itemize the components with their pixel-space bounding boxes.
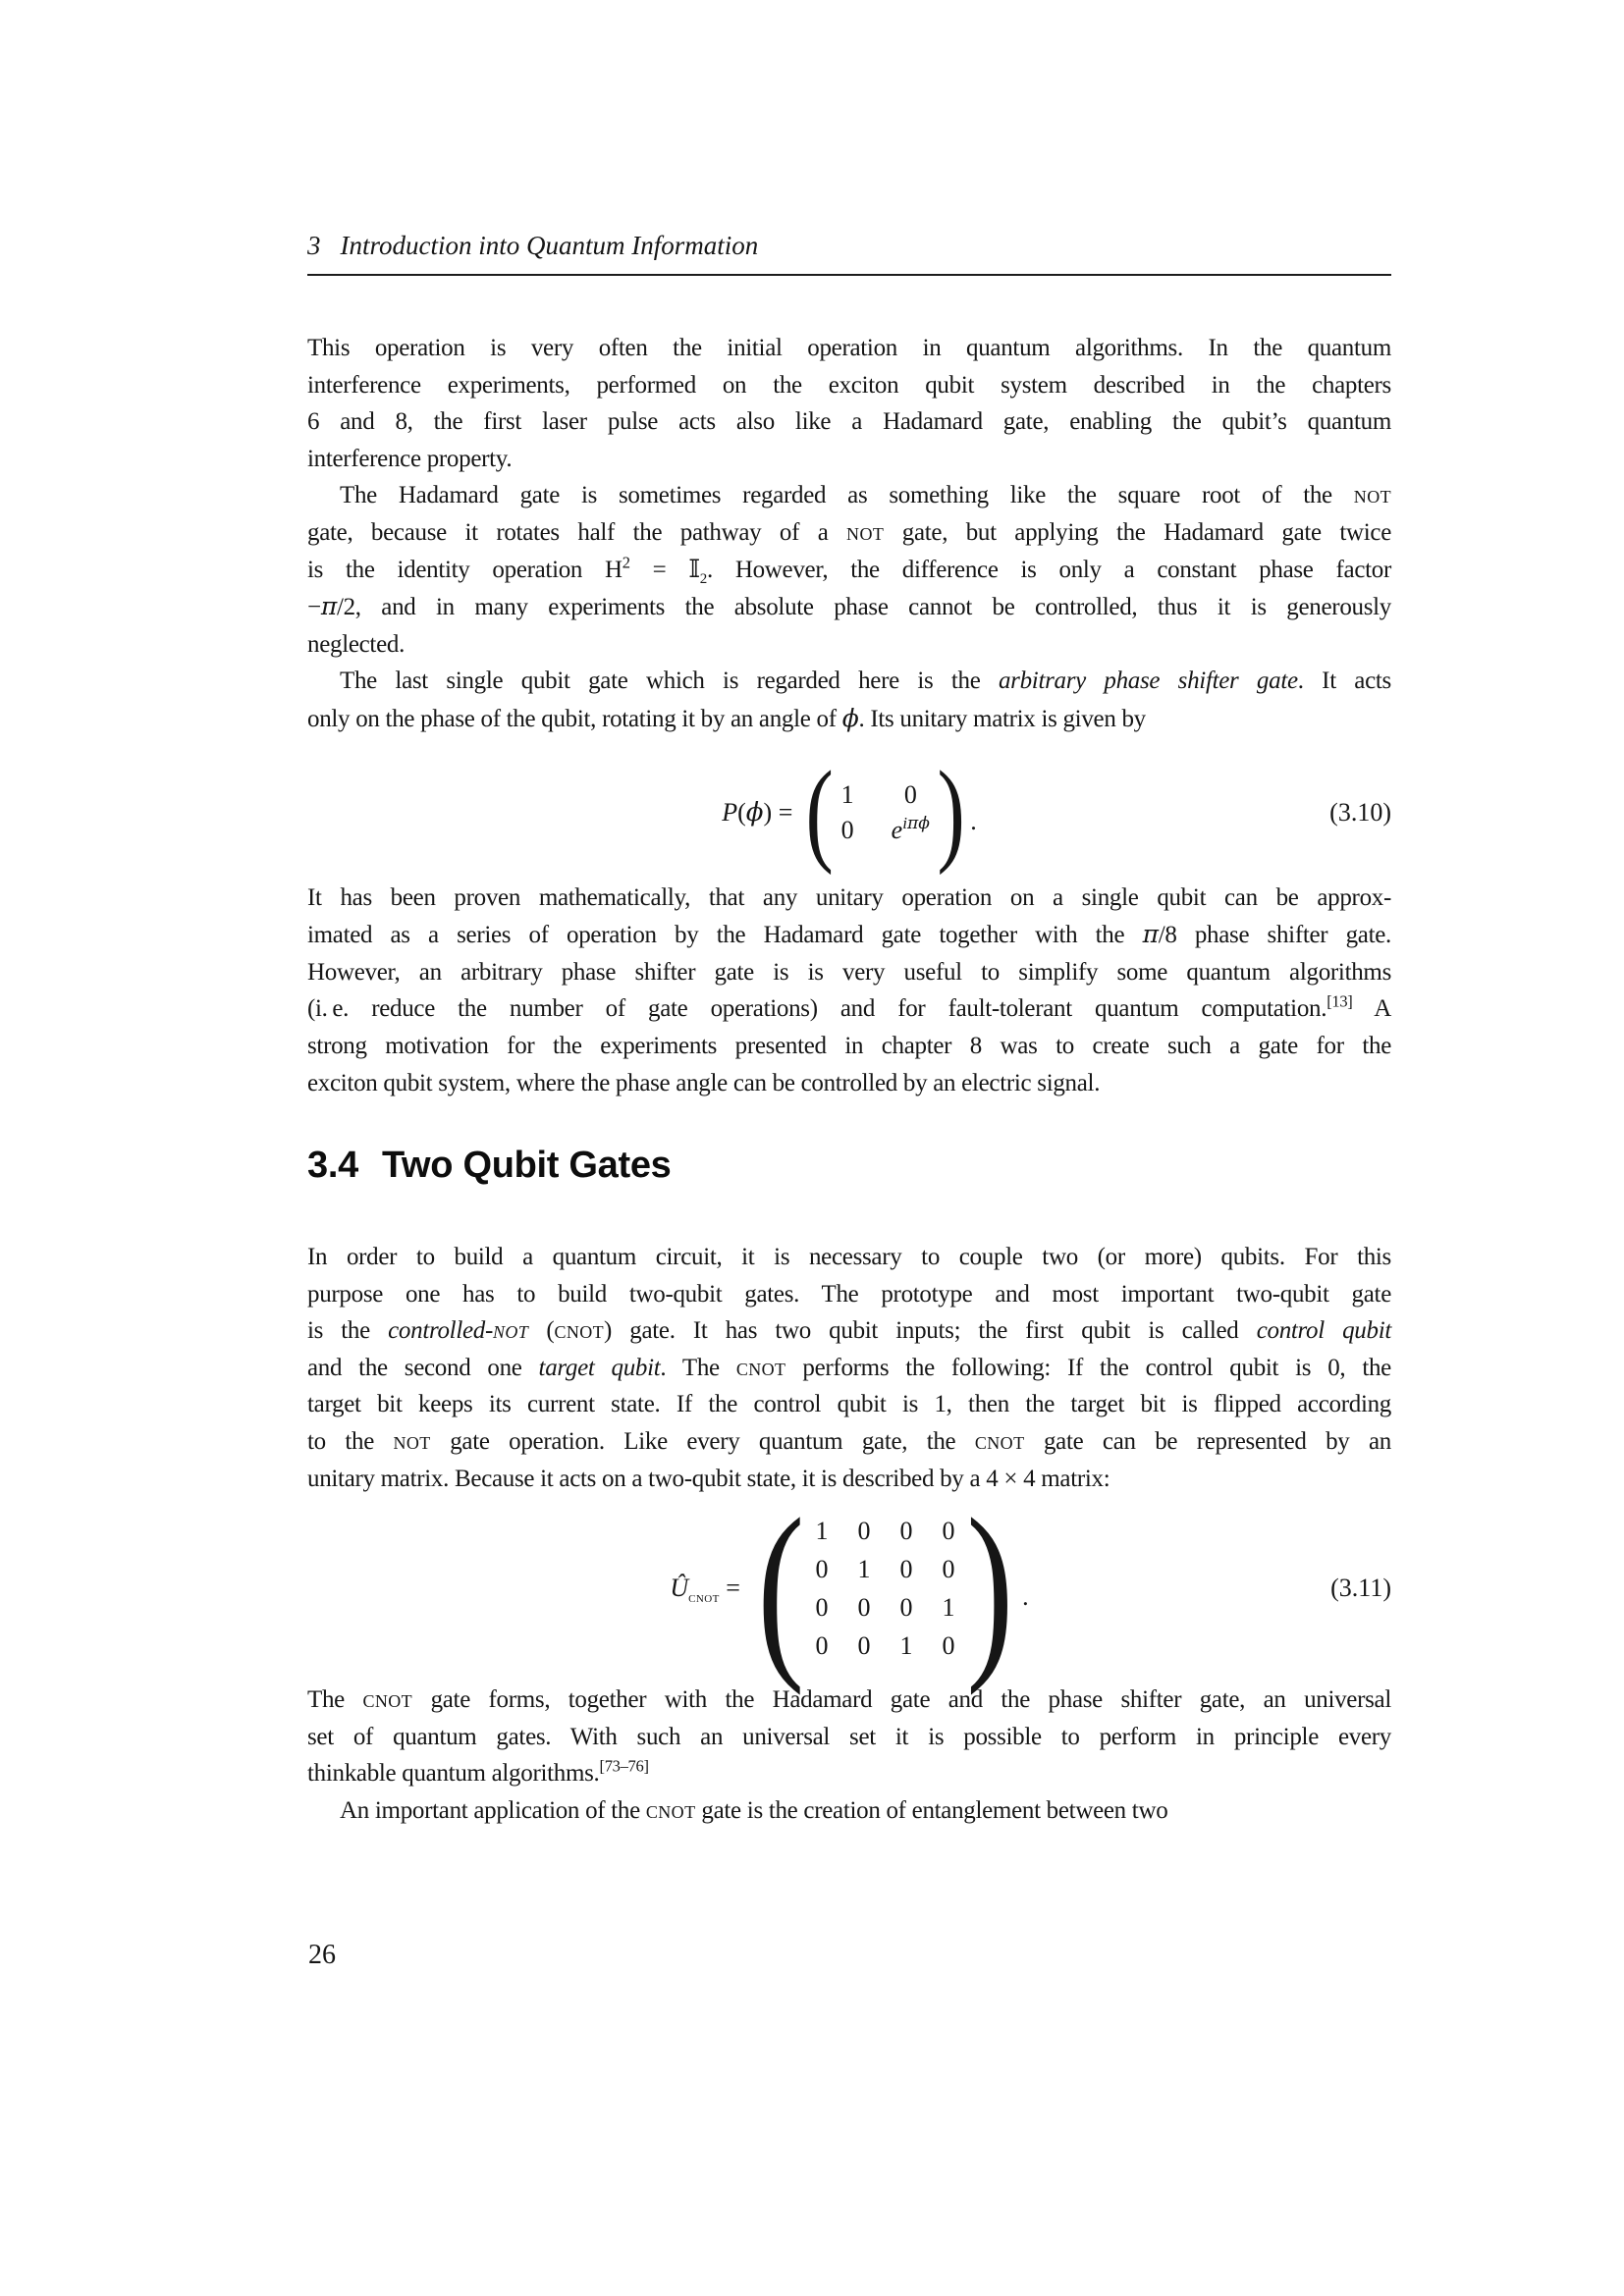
matrix-left-paren: ( [757, 1479, 805, 1697]
text-line: An important application of the cnot gate is the creation of entanglement between two [340, 1797, 1168, 1825]
matrix-cell: 0 [815, 1555, 829, 1584]
header-rule [307, 274, 1391, 276]
matrix-cell: 1 [899, 1631, 913, 1661]
section-title: Two Qubit Gates [381, 1145, 672, 1187]
text-line: imated as a series of operation by the Hadamard gate together with the π/8 phase shifter gate. [307, 920, 1391, 949]
running-head [307, 229, 1391, 262]
matrix-cell: 0 [899, 1593, 913, 1623]
paragraph-universal-approximation [307, 880, 1391, 1102]
equation-3-11-number: (3.11) [1330, 1574, 1391, 1603]
matrix-cell: 0 [899, 1517, 913, 1546]
text-line: This operation is very often the initial operation in quantum algorithms. In the quantum [307, 335, 1391, 361]
equation-3-11 [307, 1479, 1391, 1697]
equation-3-10-period: . [970, 806, 977, 835]
matrix-cell: 0 [903, 780, 917, 810]
page-number: 26 [308, 1940, 336, 1970]
matrix-cell: 0 [857, 1631, 871, 1661]
text-line: and the second one target qubit. The cnot performs the following: If the control qubit is 0, the [307, 1354, 1391, 1381]
matrix-2x2 [800, 747, 970, 877]
equation-3-11-lhs: $Û_{cnot}$ = [670, 1574, 740, 1607]
text-line: interference property. [307, 445, 513, 472]
matrix-cell: 0 [857, 1517, 871, 1546]
matrix-cell: 0 [899, 1555, 913, 1584]
matrix-left-paren: ( [805, 747, 835, 877]
matrix-cell: 0 [942, 1517, 955, 1546]
text-line: In order to build a quantum circuit, it is necessary to couple two (or more) qubits. For this [307, 1244, 1391, 1271]
text-line: (i. e. reduce the number of gate operations) and for fault-tolerant quantum computation.[13] A [307, 991, 1391, 1023]
text-line: neglected. [307, 630, 406, 658]
matrix-4x4 [748, 1479, 1022, 1697]
equation-3-10 [307, 747, 1391, 877]
paragraph-hadamard-sqrt-not [307, 477, 1391, 663]
paragraph-intro-operation [307, 330, 1391, 477]
text-line: −π/2, and in many experiments the absolute phase cannot be controlled, thus it is generously [307, 592, 1391, 621]
text-line: The cnot gate forms, together with the Hadamard gate and the phase shifter gate, an universal [307, 1686, 1392, 1714]
text-line: It has been proven mathematically, that any unitary operation on a single qubit can be approx- [307, 883, 1391, 911]
matrix-right-paren: ) [965, 1479, 1013, 1697]
paragraph-two-qubit-gates [307, 1239, 1391, 1497]
text-line: is the identity operation $H^2$ = 𝕀$_2$. However, the difference is only a constant phase factor [307, 553, 1391, 587]
text-line: interference experiments, performed on the exciton qubit system described in the chapters [307, 371, 1391, 399]
text-line: thinkable quantum algorithms.[73–76] [307, 1757, 649, 1788]
text-line: purpose one has to build two-qubit gates. The prototype and most important two-qubit gate [307, 1280, 1391, 1308]
matrix-cells [816, 1517, 955, 1660]
text-line: target bit keeps its current state. If the control qubit is 1, then the target bit is flipped according [307, 1391, 1391, 1418]
text-line: The last single qubit gate which is regarded here is the arbitrary phase shifter gate. It acts [340, 667, 1391, 695]
text-line: The Hadamard gate is sometimes regarded as something like the square root of the not [340, 482, 1391, 509]
equation-3-11-period: . [1022, 1582, 1029, 1612]
paragraph-phase-shifter [307, 663, 1391, 737]
matrix-cell: 0 [815, 1631, 829, 1661]
matrix-cell: $e^{i\pi\phi}$ [891, 813, 930, 844]
paragraph-universal-set [307, 1682, 1391, 1792]
text-line: 6 and 8, the first laser pulse acts also like a Hadamard gate, enabling the qubit’s quantum [307, 408, 1391, 436]
equation-3-10-lhs: P(ϕ) = [722, 797, 793, 828]
matrix-right-paren: ) [937, 747, 965, 877]
text-line: only on the phase of the qubit, rotating it by an angle of ϕ. Its unitary matrix is given by [307, 703, 1146, 732]
text-line: strong motivation for the experiments presented in chapter 8 was to create such a gate for the [307, 1032, 1391, 1059]
text-block [307, 229, 1391, 1830]
equation-3-10-number: (3.10) [1329, 797, 1391, 827]
text-line: set of quantum gates. With such an universal set it is possible to perform in principle every [307, 1723, 1391, 1750]
matrix-cell: 0 [942, 1631, 955, 1661]
matrix-cell: 1 [815, 1517, 829, 1546]
matrix-cell: 0 [942, 1555, 955, 1584]
matrix-cell: 1 [942, 1593, 955, 1623]
matrix-cells [841, 780, 930, 843]
text-line: gate, because it rotates half the pathway of a not gate, but applying the Hadamard gate twice [307, 518, 1391, 546]
text-line: unitary matrix. Because it acts on a two-qubit state, it is described by a 4 × 4 matrix: [307, 1465, 1110, 1492]
running-head-chapter-number: 3 [307, 231, 321, 260]
running-head-chapter-title: Introduction into Quantum Information [340, 231, 759, 260]
paragraph-entanglement [307, 1792, 1391, 1830]
matrix-cell: 0 [840, 815, 854, 844]
text-line: to the not gate operation. Like every quantum gate, the cnot gate can be represented by an [307, 1428, 1392, 1456]
text-line: However, an arbitrary phase shifter gate is is very useful to simplify some quantum algorithms [307, 958, 1391, 986]
matrix-cell: 0 [857, 1593, 871, 1623]
section-number: 3.4 [307, 1145, 358, 1187]
matrix-cell: 1 [857, 1555, 871, 1584]
text-line: exciton qubit system, where the phase angle can be controlled by an electric signal. [307, 1069, 1101, 1096]
matrix-cell: 1 [840, 780, 854, 810]
text-line: is the controlled-not (cnot) gate. It has two qubit inputs; the first qubit is called control qubit [307, 1317, 1391, 1345]
matrix-cell: 0 [815, 1593, 829, 1623]
section-heading [307, 1143, 1391, 1188]
